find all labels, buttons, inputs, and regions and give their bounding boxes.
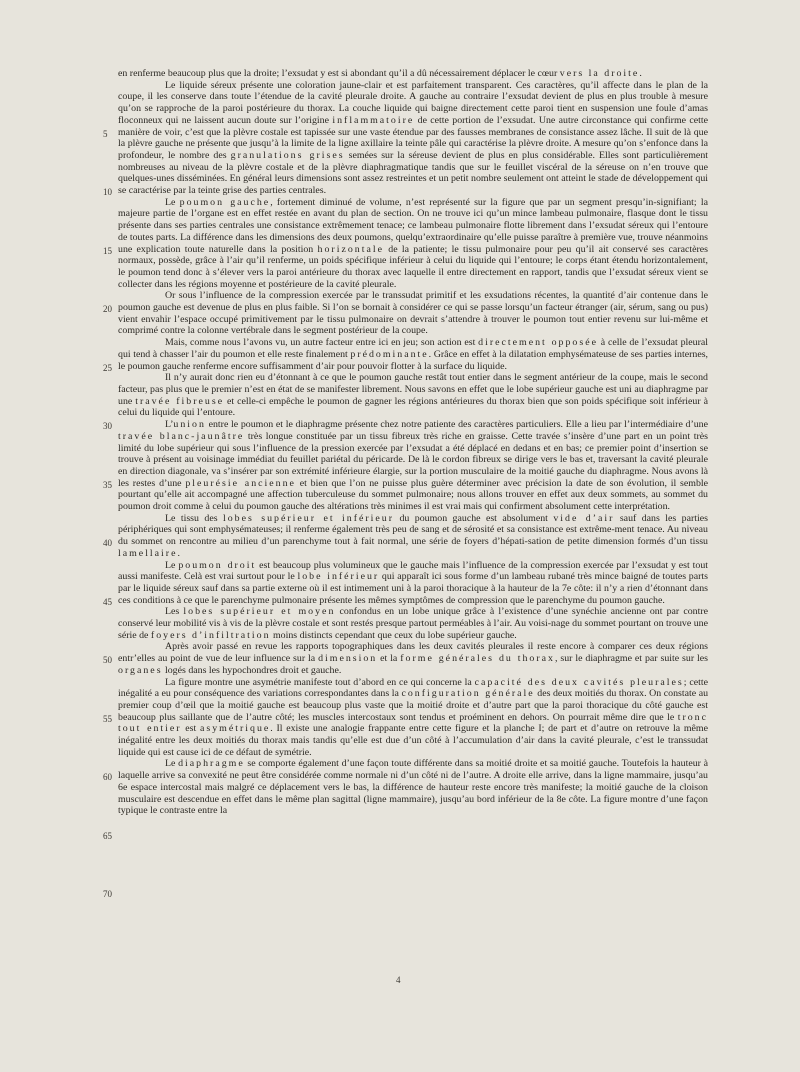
line-number-margin <box>0 0 118 1072</box>
text-run: Après avoir passé en revue les rapports topographiques dans les deux cavités pleurales il reste encore à comparer ces deux régions entr’elles au point de vue de leur influence sur la <box>118 641 708 665</box>
line-number: 20 <box>103 304 112 314</box>
spaced-emphasis: organes <box>118 664 163 676</box>
spaced-emphasis: tronc tout entier <box>118 711 708 735</box>
spaced-emphasis: union <box>173 419 206 431</box>
spaced-emphasis: vers la droite <box>559 68 640 79</box>
spaced-emphasis: travée fibreuse <box>135 395 225 407</box>
spaced-emphasis: poumon gauche <box>179 196 271 208</box>
text-run: logés dans les hypochondres droit et gauche. <box>162 664 342 676</box>
text-run: Le <box>165 559 179 571</box>
paragraph <box>118 513 708 560</box>
spaced-emphasis: prédominante <box>350 348 429 360</box>
text-run: . Grâce en effet à la dilatation emphysémateuse de ses parties internes, le poumon gauche renferme encore suffisamment d’air pour pouvoir flotter à la surface du liquide. <box>118 348 709 372</box>
text-run: L’ <box>165 419 174 431</box>
text-run: . Il existe une analogie frappante entre cette figure et la planche I; de part et d’autre on retrouve la même inégalité entre les deux moitiés du thorax mais tandis qu’elle est due d’un côté à l’accumulation d’air dans la cavité pleurale, c’est le transsudat liquide qui est cause ici de ce défaut de symétrie. <box>118 723 708 758</box>
text-run: La figure montre une asymétrie manifeste tout d’abord en ce qui concerne la <box>165 676 475 688</box>
paragraph <box>118 80 708 197</box>
line-number: 15 <box>103 246 112 256</box>
text-run: qui apparaît ici sous forme d’un lambeau rubané très mince baigné de toutes parts par le liquide séreux sauf dans sa partie externe où il est intimement uni à la paroi thoracique à la hauteur de la 7e côte: il n’y a rien d’étonnant dans ces conditions à ce que le parenchyme pulmonaire présente les mêmes symptômes de compression que le parenchyme du poumon gauche. <box>118 571 708 606</box>
text-run: Il n’y aurait donc rien eu d’étonnant à ce que le poumon gauche restât tout entier dans le segment antérieur de la coupe, mais le second facteur, pas plus que le premier n’est en état de se manifester librement. Nous savons en effet que le lobe supérieur gauche est uni au diaphragme par une <box>118 372 708 407</box>
line-number: 70 <box>103 889 112 899</box>
spaced-emphasis: asymétrique <box>200 723 271 735</box>
text-run: est <box>181 723 200 735</box>
text-run: des deux moitiés du thorax. On constate au premier coup d’œil que la moitié gauche est beaucoup plus vaste que la moitié droite et d’autre part que la paroi thoracique du côté gauche est beaucoup plus saillante que de l’autre côté; les muscles intercostaux sont tendus et proéminent en dehors. On pourrait même dire que le <box>118 688 709 723</box>
paragraph <box>118 560 708 607</box>
text-run: Mais, comme nous l’avons vu, un autre facteur entre ici en jeu; son action est <box>165 337 479 349</box>
paragraph <box>118 677 708 759</box>
line-number: 55 <box>103 714 112 724</box>
paragraph <box>118 68 708 80</box>
line-number: 50 <box>103 655 112 665</box>
text-run: confondus en un lobe unique grâce à l’existence d’une synéchie ancienne ont par contre conservé leur mobilité vis à vis de la plèvre costale et sont restés presque partout perméables à l’air. Au voisi-nage du sommet pourtant on trouve une série de <box>118 606 708 641</box>
line-number: 60 <box>103 772 112 782</box>
text-run: . <box>177 547 180 559</box>
spaced-emphasis: poumon droit <box>178 559 257 571</box>
paragraph <box>118 606 708 641</box>
paragraph <box>118 337 708 372</box>
text-run: et bien que l’on ne puisse plus guère déterminer avec précision la date de son évolution, il semble pourtant qu’elle ait accompagné une affection tuberculeuse du sommet pulmonaire; nous allons trouver en effet aux deux sommets, au sommet du poumon droit comme à celui du poumon gauche des altérations très minimes il est vrai mais qui confirment absolument cette interprétation. <box>118 477 709 513</box>
spaced-emphasis: lobe inférieur <box>297 571 380 583</box>
text-run: se comporte également d’une façon toute différente dans sa moitié droite et sa moitié gauche. Toutefois la hauteur à laquelle arrive sa convexité ne peut être considérée comme normale ni d’un côté ni de l’autre. A droite elle arrive, dans la ligne mammaire, jusqu’au 6e espace intercostal mais malgré ce déplacement vers le bas, la différence de hauteur reste encore très manifeste; la moitié gauche de la cloison musculaire est descendue en effet dans le même plan sagittal (ligne mammaire), jusqu’au bord inférieur de la 8e côte. La figure montre d’une façon typique le contraste entre la <box>118 758 708 817</box>
text-run: très longue constituée par un tissu fibreux très riche en graisse. Cette travée s’insère d’une part en un point très limité du lobe supérieur qui sous l’influence de la pression exercée par l’exsudat a été déplacé en dedans et en bas; ce premier point d’insertion se trouve à présent au voisinage immédiat du feuillet pariétal du péricarde. De là le cordon fibreux se dirige vers le bas et, traversant la cavité pleurale en direction diagonale, va s’insérer par son extrémité inférieure élargie, sur la portion musculaire de la moitié gauche du diaphragme. Nous avons là les restes d’une <box>118 430 708 489</box>
text-run: et la <box>377 653 401 665</box>
text-run: entre le poumon et le diaphragme présente chez notre patiente des caractères particuliers. Elle a lieu par l’intermédiaire d’une <box>205 419 708 431</box>
body-text <box>118 68 708 817</box>
spaced-emphasis: lobes supérieur et inférieur <box>223 512 395 524</box>
text-run: est beaucoup plus volumineux que le gauche mais l’influence de la compression exercée par l’exsudat y est tout aussi manifeste. Celà est vrai surtout pour le <box>118 559 708 583</box>
spaced-emphasis: granulations grises <box>230 149 345 161</box>
spaced-emphasis: foyers d’infiltration <box>150 629 271 641</box>
paragraph <box>118 197 708 291</box>
paragraph <box>118 758 708 817</box>
spaced-emphasis: forme générales du thorax <box>400 653 555 665</box>
text-run: en renferme beaucoup plus que la droite; l’exsudat y est si abondant qu’il a dû nécessairement déplacer le cœur <box>118 68 560 79</box>
text-run: de cette portion de l’exsudat. Une autre circonstance qui confirme cette manière de voir, c’est que la plèvre costale est tapissée sur une vaste étendue par des fausses membranes de consistance assez lâche. Il suit de là que la plèvre gauche ne présente que jusqu’à la limite de la ligne axillaire la teinte pâle qui caractérise la plèvre droite. A mesure qu’on s’enfonce dans la profondeur, le nombre des <box>118 114 708 161</box>
paragraph <box>118 372 708 419</box>
spaced-emphasis: horizontale <box>317 243 384 255</box>
text-run: , sur le diaphragme et par suite sur les <box>554 653 708 665</box>
line-number: 65 <box>103 831 112 841</box>
text-run: Le <box>165 758 179 770</box>
paragraph <box>118 419 708 513</box>
spaced-emphasis: lobes supérieur et moyen <box>183 606 336 618</box>
line-number: 40 <box>103 538 112 548</box>
spaced-emphasis: capacité des deux cavités pleurales <box>474 676 684 688</box>
text-run: Or sous l’influence de la compression exercée par le transsudat primitif et les exsudations récentes, la quantité d’air contenue dans le poumon gauche est devenue de plus en plus faible. Si l’on se bornait à considérer ce qui se passe lorsqu’un facteur étranger (air, sérum, sang ou pus) vient envahir l’espace occupé primitivement par le tissu pulmonaire on devrait s’attendre à trouver le poumon tout entier revenu sur lui-même et comprimé contre la colonne vertébrale dans le segment postérieur de la coupe. <box>118 290 708 337</box>
spaced-emphasis: diaphragme <box>178 758 245 770</box>
text-run: Le liquide séreux présente une coloration jaune-clair et est parfaitement transparent. Ces caractères, qu’il affecte dans le plan de la coupe, il les conserve dans toute l’étendue de la cavité pleurale droite. A gauche au contraire l’exsudat devient de plus en plus trouble à mesure qu’on se rapproche de la paroi postérieure du thorax. La couche liquide qui baigne directement cette paroi tient en suspension une foule d’amas floconneux qui ne laissent aucun doute sur l’origine <box>118 79 708 126</box>
paragraph <box>118 290 708 337</box>
text-run: , fortement diminué de volume, n’est représenté sur la figure que par un segment presqu’in-signifiant; la majeure partie de l’organe est en effet restée en avant du plan de section. On ne trouve ici qu’un mince lambeau pulmonaire, flasque dont le tissu présente dans ses parties centrales une consistance extrêmement tenace; ce lambeau pulmonaire flotte librement dans l’exsudat séreux qui l’entoure de toutes parts. La différence dans les dimensions des deux poumons, quelqu’extraordinaire qu’elle puisse paraître à première vue, trouve néanmoins une explication toute naturelle dans la position <box>118 196 708 255</box>
text-run: Le <box>165 196 180 208</box>
line-number: 35 <box>103 480 112 490</box>
text-run: et celle-ci empêche le poumon de gagner les régions antérieures du thorax bien que son poids spécifique soit inférieur à celui du liquide qui l’entoure. <box>118 395 708 419</box>
line-number: 45 <box>103 597 112 607</box>
text-run: de la patiente; le tissu pulmonaire pour peu qu’il ait conservé ses caractères normaux, possède, grâce à l’air qu’il renferme, un poids spécifique inférieur à celui du liquide qui l’entoure; le corps étant étendu horizontalement, le poumon tend donc à s’élever vers la paroi antérieure du thorax avec laquelle il entre directement en rapport, tandis que l’exsudat séreux vient se collecter dans les régions moyenne et postérieure de la cavité pleurale. <box>118 243 708 290</box>
text-run: du poumon gauche est absolument <box>394 512 554 524</box>
line-number: 30 <box>103 421 112 431</box>
text-run: . <box>639 68 642 79</box>
spaced-emphasis: travée blanc-jaunâtre <box>118 430 245 442</box>
text-run: Le tissu des <box>165 512 223 524</box>
page-number: 4 <box>396 975 401 985</box>
spaced-emphasis: directement opposée <box>478 337 598 349</box>
line-number: 25 <box>103 363 112 373</box>
text-run: ; cette inégalité a eu pour conséquence des variations correspondantes dans la <box>118 676 708 700</box>
spaced-emphasis: pleurésie ancienne <box>185 477 296 489</box>
paragraph <box>118 641 708 676</box>
line-number: 10 <box>103 187 112 197</box>
spaced-emphasis: lamellaire <box>118 547 178 559</box>
spaced-emphasis: vide d’air <box>553 512 615 524</box>
spaced-emphasis: configuration générale <box>401 688 535 700</box>
text-run: sauf dans les parties périphériques qui sont emphysémateuses; il renferme également très peu de sang et de sérosité et sa consistance est extrême-ment tenace. Au niveau du sommet on rencontre au milieu d’un parenchyme tout à fait normal, une série de foyers d’hépati-sation de petite dimension formés d’un tissu <box>118 512 708 548</box>
spaced-emphasis: inflammatoire <box>332 114 415 126</box>
text-run: à celle de l’exsudat pleural qui tend à chasser l’air du poumon et elle reste finalement <box>118 337 709 360</box>
line-number: 5 <box>103 129 108 139</box>
text-run: moins distincts cependant que ceux du lobe supérieur gauche. <box>270 629 517 641</box>
text-run: semées sur la séreuse devient de plus en plus considérable. Elles sont particulièrement nombreuses au niveau de la plèvre costale et de la plèvre diaphragmatique tandis que sur le feuillet viscéral de la séreuse on n’en trouve que quelques-unes disséminées. En général leurs dimensions sont assez restreintes et un petit nombre seulement ont atteint le stade de développement qui se caractérise par la teinte grise des parties centrales. <box>118 149 709 197</box>
text-run: Les <box>165 606 184 618</box>
spaced-emphasis: dimension <box>318 653 378 665</box>
